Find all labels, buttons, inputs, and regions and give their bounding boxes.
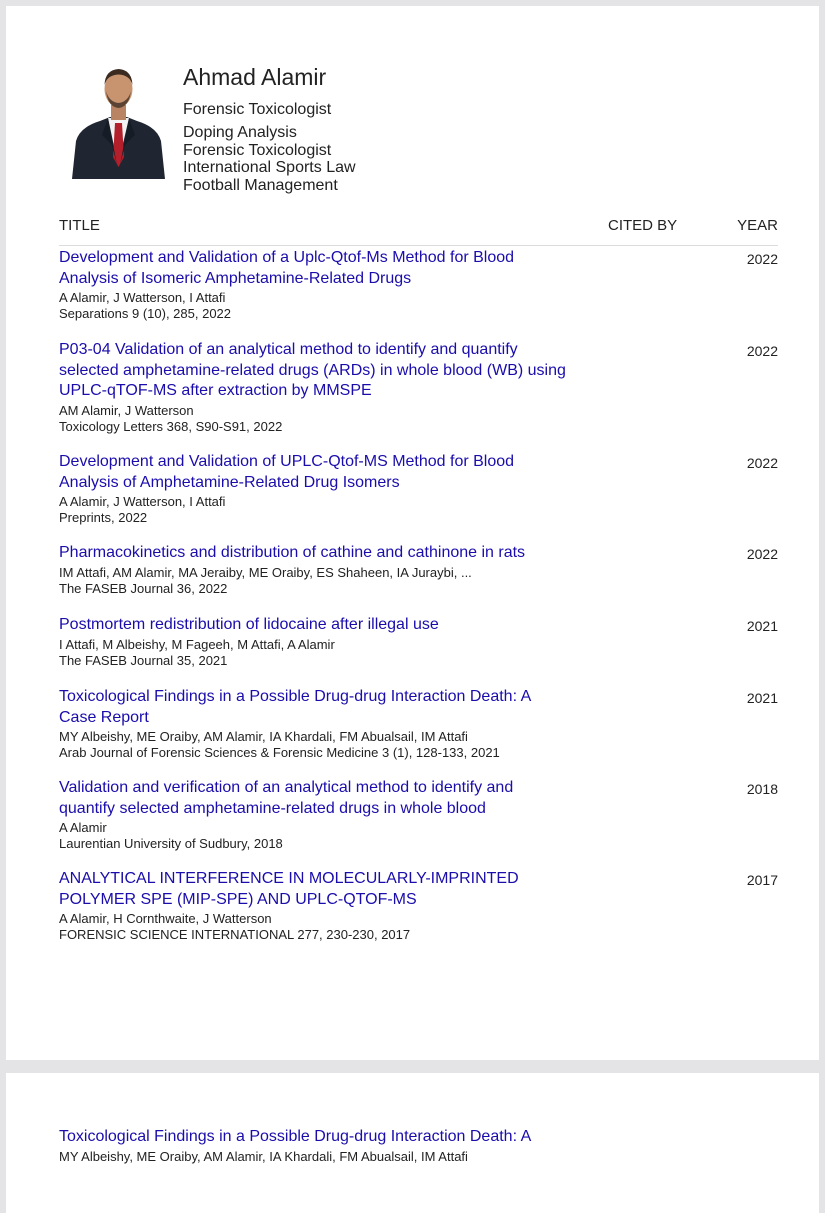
article-authors: MY Albeishy, ME Oraiby, AM Alamir, IA Khardali, FM Abualsail, IM Attafi bbox=[59, 729, 468, 744]
article-row bbox=[59, 778, 778, 852]
article-year: 2017 bbox=[746, 872, 778, 888]
article-venue: The FASEB Journal 36, 2022 bbox=[59, 580, 228, 596]
article-venue: Toxicology Letters 368, S90-S91, 2022 bbox=[59, 418, 283, 434]
article-venue: Laurentian University of Sudbury, 2018 bbox=[59, 836, 283, 851]
article-row bbox=[59, 452, 778, 526]
article-row bbox=[59, 340, 778, 435]
article-row bbox=[59, 1127, 778, 1165]
article-authors: A Alamir, J Watterson, I Attafi bbox=[59, 494, 226, 509]
article-year: 2021 bbox=[746, 690, 778, 706]
interest-item[interactable]: Doping Analysis bbox=[183, 124, 297, 141]
article-row bbox=[59, 615, 778, 669]
article-title-link[interactable]: ANALYTICAL INTERFERENCE IN MOLECULARLY-IMPRINTED POLYMER SPE (MIP-SPE) AND UPLC-QTOF-MS bbox=[59, 870, 519, 908]
article-authors: MY Albeishy, ME Oraiby, AM Alamir, IA Khardali, FM Abualsail, IM Attafi bbox=[59, 1148, 468, 1164]
interest-item[interactable]: International Sports Law bbox=[183, 159, 356, 176]
article-title-link[interactable]: Validation and verification of an analytical method to identify and quantify selected amphetamine-related drugs in whole blood bbox=[59, 779, 514, 817]
article-row bbox=[59, 248, 778, 322]
article-venue: Arab Journal of Forensic Sciences & Forensic Medicine 3 (1), 128-133, 2021 bbox=[59, 745, 500, 760]
person-photo bbox=[66, 61, 171, 179]
profile-page bbox=[6, 6, 819, 1060]
article-title-link[interactable]: Postmortem redistribution of lidocaine after illegal use bbox=[59, 616, 439, 633]
article-authors: A Alamir, J Watterson, I Attafi bbox=[59, 290, 226, 305]
article-title-link[interactable]: P03-04 Validation of an analytical method to identify and quantify selected amphetamine-related drugs (ARDs) in whole blood (WB) using UPLC-qTOF-MS after extraction by MMSPE bbox=[59, 341, 566, 399]
interest-item[interactable]: Forensic Toxicologist bbox=[183, 141, 332, 159]
article-year: 2022 bbox=[746, 251, 778, 267]
year-column-header[interactable]: YEAR bbox=[737, 217, 778, 234]
title-column-header[interactable]: TITLE bbox=[59, 217, 100, 234]
article-year: 2022 bbox=[746, 546, 778, 562]
research-interests bbox=[183, 124, 356, 194]
interest-item[interactable]: Football Management bbox=[183, 176, 338, 194]
article-authors: AM Alamir, J Watterson bbox=[59, 402, 194, 418]
article-venue: The FASEB Journal 35, 2021 bbox=[59, 652, 228, 668]
article-year: 2022 bbox=[746, 343, 778, 359]
article-year: 2021 bbox=[746, 618, 778, 634]
table-header bbox=[59, 215, 778, 246]
article-authors: I Attafi, M Albeishy, M Fageeh, M Attafi, A Alamir bbox=[59, 636, 335, 652]
article-authors: A Alamir, H Cornthwaite, J Watterson bbox=[59, 911, 272, 926]
article-venue: Separations 9 (10), 285, 2022 bbox=[59, 306, 232, 321]
article-venue: FORENSIC SCIENCE INTERNATIONAL 277, 230-230, 2017 bbox=[59, 927, 411, 942]
article-row bbox=[59, 543, 778, 597]
article-venue: Preprints, 2022 bbox=[59, 510, 148, 525]
next-page bbox=[6, 1073, 819, 1213]
article-year: 2022 bbox=[746, 455, 778, 471]
article-title-link[interactable]: Development and Validation of UPLC-Qtof-MS Method for Blood Analysis of Amphetamine-Related Drug Isomers bbox=[59, 453, 515, 491]
article-title-link[interactable]: Toxicological Findings in a Possible Drug-drug Interaction Death: A bbox=[59, 1128, 532, 1145]
cited-by-column-header[interactable]: CITED BY bbox=[608, 217, 678, 234]
article-row bbox=[59, 687, 778, 761]
article-year: 2018 bbox=[746, 781, 778, 797]
avatar bbox=[66, 61, 171, 179]
article-title-link[interactable]: Toxicological Findings in a Possible Drug-drug Interaction Death: A Case Report bbox=[59, 688, 531, 726]
profile-name: Ahmad Alamir bbox=[183, 64, 327, 90]
article-title-link[interactable]: Development and Validation of a Uplc-Qtof-Ms Method for Blood Analysis of Isomeric Amphetamine-Related Drugs bbox=[59, 249, 515, 287]
article-row bbox=[59, 869, 778, 943]
article-title-link[interactable]: Pharmacokinetics and distribution of cathine and cathinone in rats bbox=[59, 544, 526, 561]
profile-affiliation: Forensic Toxicologist bbox=[183, 101, 332, 118]
article-authors: A Alamir bbox=[59, 820, 107, 835]
article-authors: IM Attafi, AM Alamir, MA Jeraiby, ME Oraiby, ES Shaheen, IA Juraybi, ... bbox=[59, 564, 472, 580]
